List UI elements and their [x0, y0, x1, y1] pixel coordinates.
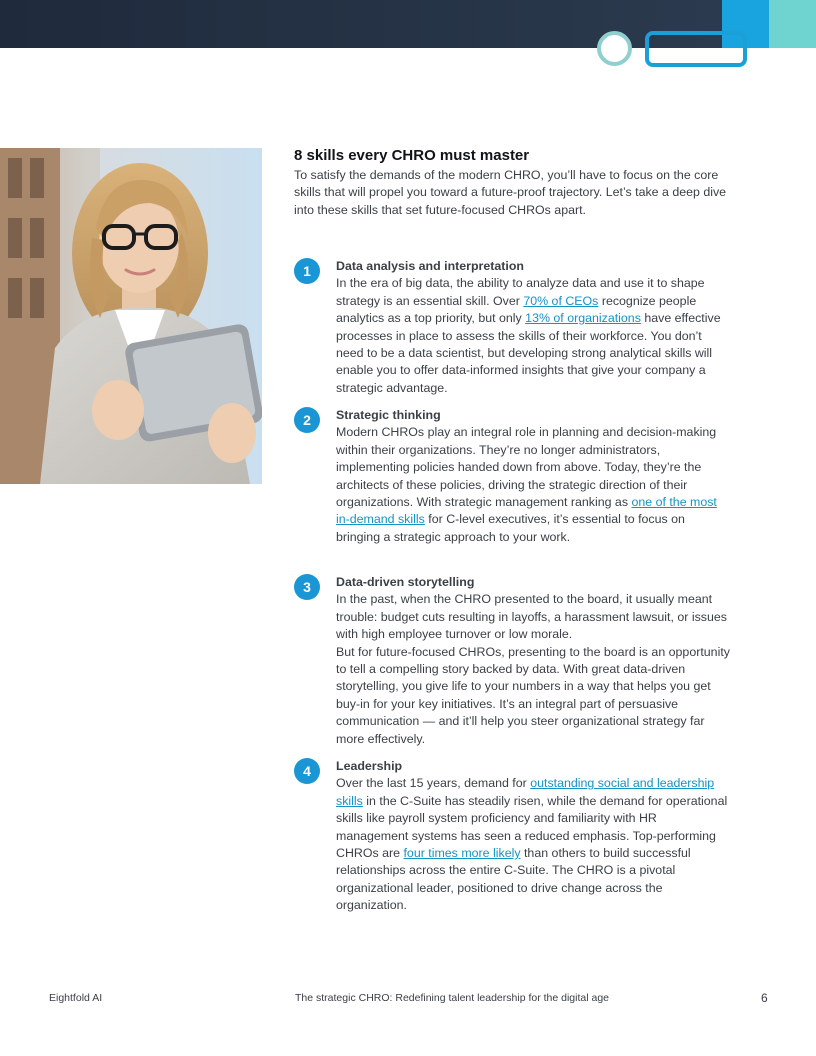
skill-title: Leadership [336, 759, 403, 773]
number-badge: 4 [294, 758, 320, 784]
skill-description-paragraph-2: But for future-focused CHROs, presenting to the board is an opportunity to tell a compelling story backed by data. With great data-driven storytelling, you give life to your numbers in a way that helps you get buy-in for your key initiatives. It’s an integral part of persuasive communication — and it’ll help you steer organizational strategy far more effectively. [336, 644, 730, 746]
decorative-pill [645, 31, 747, 67]
number-badge: 1 [294, 258, 320, 284]
link-13-percent-organizations[interactable]: 13% of organizations [525, 311, 641, 326]
header-accent-teal [769, 0, 816, 48]
link-social-leadership-skills[interactable]: outstanding social and leadership skills [336, 776, 715, 808]
number-badge: 2 [294, 407, 320, 433]
section-title: 8 skills every CHRO must master [294, 147, 530, 164]
link-in-demand-skills[interactable]: one of the most in-demand skills [336, 495, 717, 527]
footer-document-title: The strategic CHRO: Redefining talent leadership for the digital age [295, 992, 610, 1004]
skill-title: Data-driven storytelling [336, 575, 475, 589]
skill-description-paragraph-1: In the past, when the CHRO presented to the board, it usually meant trouble: budget cuts resulting in layoffs, a harassment lawsuit, or issues with high employee turnover or low morale. [336, 592, 727, 642]
skill-description: Modern CHROs play an integral role in planning and decision-making within their organizations. They’re no longer administrators, implementing policies handed down from above. Today, they’re the architects of these policies, driving the strategic direction of their organizations. With strategic management ranking as one of the most in-demand skills for C-level executives, it’s essential to focus on bringing a strategic approach to your work. [336, 425, 717, 544]
section-intro [294, 147, 734, 219]
skill-title: Strategic thinking [336, 408, 441, 422]
section-intro-text: To satisfy the demands of the modern CHRO, you’ll have to focus on the core skills that will propel you toward a future-proof trajectory. Let’s take a deep dive into these skills that set future-focused CHROs apart. [294, 168, 727, 217]
link-four-times-more-likely[interactable]: four times more likely [403, 846, 521, 861]
skill-description: Over the last 15 years, demand for outstanding social and leadership skills in the C-Suite has steadily risen, while the demand for operational skills like payroll system proficiency and familiarity with HR management systems has seen a reduced emphasis. Top-performing CHROs are four times more likely than others to build successful relationships across the entire C-Suite. The CHRO is a pivotal organizational leader, positioned to drive change across the organization. [336, 776, 728, 913]
woman-with-tablet-photo [0, 148, 262, 484]
skill-title: Data analysis and interpretation [336, 259, 524, 273]
link-70-percent-ceos[interactable]: 70% of CEOs [523, 293, 599, 308]
footer-company: Eightfold AI [49, 992, 103, 1004]
decorative-circle [597, 31, 632, 66]
skill-description: In the era of big data, the ability to analyze data and use it to shape strategy is an essential skill. Over 70% of CEOs recognize people analytics as a top priority, but only 13% of organizations have effective processes in place to assess the skills of their workforce. You don’t need to be a data scientist, but developing strong analytical skills will enable you to offer data-informed insights that give your company a strategic advantage. [336, 276, 721, 395]
number-badge: 3 [294, 574, 320, 600]
footer-page-number: 6 [761, 991, 768, 1005]
